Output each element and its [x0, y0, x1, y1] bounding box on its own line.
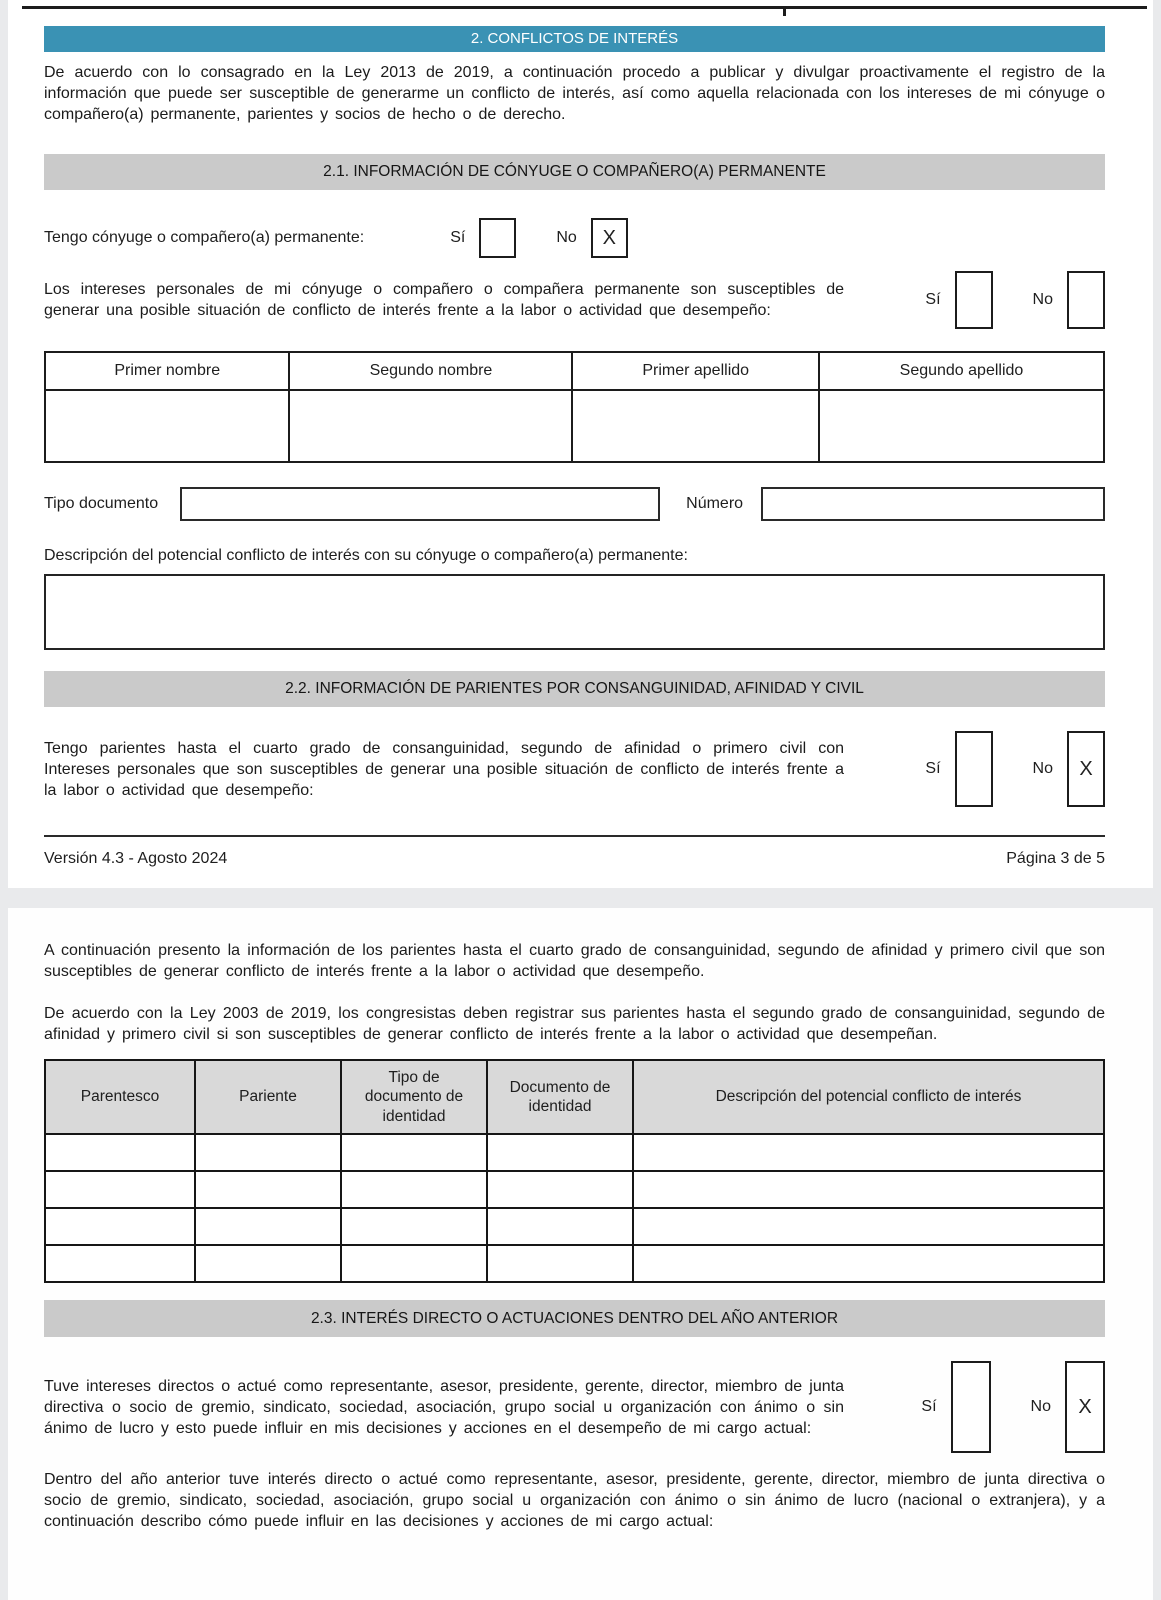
direct-interest-no-checkbox[interactable]: X	[1065, 1361, 1105, 1453]
question-spouse-interests-row	[44, 271, 1105, 329]
section-21-title: 2.1. INFORMACIÓN DE CÓNYUGE O COMPAÑERO(A) PERMANENTE	[323, 163, 826, 180]
question-spouse-row	[44, 217, 1105, 259]
column-header-segundo-nombre: Segundo nombre	[289, 352, 572, 390]
cutoff-box-bottom-border	[22, 6, 1147, 9]
documento-cell[interactable]	[487, 1171, 633, 1208]
question-relatives-row	[44, 731, 1105, 807]
question-direct-interest-label: Tuve intereses directos o actué como representante, asesor, presidente, gerente, director, miembro de junta directiva o socio de gremio, sindicato, sociedad, asociación, grupo social u organización con ánimo o sin ánimo de lucro y esto puede influir en mis decisiones y acciones en el desempeño de mi cargo actual:	[44, 1377, 844, 1437]
pariente-cell[interactable]	[195, 1134, 341, 1171]
tipo-documento-cell[interactable]	[341, 1171, 487, 1208]
spouse-name-table-header-row	[45, 352, 1104, 390]
parentesco-cell[interactable]	[45, 1134, 195, 1171]
number-label: Número	[686, 495, 744, 512]
relatives-table-row	[45, 1208, 1104, 1245]
segundo-apellido-cell[interactable]	[819, 390, 1104, 462]
section-2-intro-paragraph: De acuerdo con lo consagrado en la Ley 2013 de 2019, a continuación procedo a publicar y divulgar proactivamente el registro de la información que puede ser susceptible de generarme un conflicto de interés, así como aquella relacionada con los intereses de mi cónyuge o compañero(a) permanente, parientes y socios de hecho o de derecho.	[44, 64, 1105, 123]
spouse-name-table-row	[45, 390, 1104, 462]
column-header-descripcion-conflicto: Descripción del potencial conflicto de interés	[633, 1060, 1104, 1134]
direct-interest-yesno-group	[921, 1361, 1105, 1453]
tipo-documento-cell[interactable]	[341, 1245, 487, 1282]
no-label: No	[1032, 760, 1053, 777]
spouse-interests-yesno-group	[925, 271, 1105, 329]
yes-label: Sí	[921, 1398, 937, 1415]
question-spouse-label: Tengo cónyuge o compañero(a) permanente:	[44, 229, 365, 246]
section-23-header	[44, 1300, 1105, 1337]
yes-label: Sí	[925, 760, 941, 777]
descripcion-cell[interactable]	[633, 1208, 1104, 1245]
spouse-interests-no-checkbox[interactable]	[1067, 271, 1105, 329]
documento-cell[interactable]	[487, 1245, 633, 1282]
relatives-intro-paragraph: A continuación presento la información de los parientes hasta el cuarto grado de consanguinidad, segundo de afinidad y primero civil que son susceptibles de generar conflicto de interés frente a la labor o actividad que desempeño.	[44, 942, 1105, 980]
relatives-table-row	[45, 1171, 1104, 1208]
section-22-title: 2.2. INFORMACIÓN DE PARIENTES POR CONSANGUINIDAD, AFINIDAD Y CIVIL	[285, 680, 864, 697]
column-header-documento: Documento de identidad	[487, 1060, 633, 1134]
congresistas-law-paragraph: De acuerdo con la Ley 2003 de 2019, los congresistas deben registrar sus parientes hasta el segundo grado de consanguinidad, segundo de afinidad y primero civil si son susceptibles de generar conflicto de interés frente a la labor o actividad que desempeñan.	[44, 1005, 1105, 1043]
parentesco-cell[interactable]	[45, 1171, 195, 1208]
column-header-tipo-documento: Tipo de documento de identidad	[341, 1060, 487, 1134]
version-label: Versión 4.3 - Agosto 2024	[44, 850, 228, 867]
section-2-title: 2. CONFLICTOS DE INTERÉS	[470, 30, 679, 47]
question-relatives-label: Tengo parientes hasta el cuarto grado de consanguinidad, segundo de afinidad o primero civil con Intereses personales que son susceptibles de generar una posible situación de conflicto de interés frente a la labor o actividad que desempeño:	[44, 739, 844, 799]
section-22-header	[44, 671, 1105, 707]
no-label: No	[556, 229, 577, 246]
primer-nombre-cell[interactable]	[45, 390, 289, 462]
column-header-primer-nombre: Primer nombre	[45, 352, 289, 390]
pariente-cell[interactable]	[195, 1171, 341, 1208]
segundo-nombre-cell[interactable]	[289, 390, 572, 462]
tipo-documento-cell[interactable]	[341, 1134, 487, 1171]
pariente-cell[interactable]	[195, 1245, 341, 1282]
yes-label: Sí	[925, 291, 941, 308]
tipo-documento-cell[interactable]	[341, 1208, 487, 1245]
question-direct-interest-row	[44, 1361, 1105, 1453]
parentesco-cell[interactable]	[45, 1208, 195, 1245]
descripcion-cell[interactable]	[633, 1171, 1104, 1208]
section-2-header	[44, 26, 1105, 52]
relatives-table-row	[45, 1134, 1104, 1171]
spouse-conflict-description-field[interactable]	[44, 574, 1105, 650]
relatives-no-checkbox[interactable]: X	[1067, 731, 1105, 807]
no-label: No	[1032, 291, 1053, 308]
pariente-cell[interactable]	[195, 1208, 341, 1245]
parentesco-cell[interactable]	[45, 1245, 195, 1282]
number-field[interactable]	[761, 487, 1105, 521]
spouse-no-checkbox[interactable]: X	[591, 218, 628, 258]
spouse-yes-checkbox[interactable]	[479, 218, 516, 258]
primer-apellido-cell[interactable]	[572, 390, 819, 462]
doc-type-label: Tipo documento	[44, 495, 159, 512]
relatives-yes-checkbox[interactable]	[955, 731, 993, 807]
cutoff-box-border-stub	[783, 6, 786, 16]
direct-interest-yes-checkbox[interactable]	[951, 1361, 991, 1453]
page-footer	[44, 835, 1105, 868]
column-header-segundo-apellido: Segundo apellido	[819, 352, 1104, 390]
column-header-primer-apellido: Primer apellido	[572, 352, 819, 390]
question-spouse-interests-label: Los intereses personales de mi cónyuge o compañero o compañera permanente son susceptibles de generar una posible situación de conflicto de interés frente a la labor o actividad que desempeño:	[44, 281, 844, 319]
document-type-row	[44, 487, 1105, 521]
section-23-title: 2.3. INTERÉS DIRECTO O ACTUACIONES DENTRO DEL AÑO ANTERIOR	[310, 1310, 839, 1327]
descripcion-cell[interactable]	[633, 1245, 1104, 1282]
doc-type-field[interactable]	[180, 487, 660, 521]
section-21-header	[44, 154, 1105, 190]
relatives-table	[44, 1059, 1105, 1283]
no-label: No	[1030, 1398, 1051, 1415]
descripcion-cell[interactable]	[633, 1134, 1104, 1171]
relatives-table-row	[45, 1245, 1104, 1282]
column-header-parentesco: Parentesco	[45, 1060, 195, 1134]
relatives-yesno-group	[925, 731, 1105, 807]
spouse-interests-yes-checkbox[interactable]	[955, 271, 993, 329]
page-number-label: Página 3 de 5	[1006, 850, 1105, 867]
direct-interest-closing-paragraph: Dentro del año anterior tuve interés directo o actué como representante, asesor, presidente, gerente, director, miembro de junta directiva o socio de gremio, sindicato, sociedad, asociación, grupo social u organización con ánimo o sin ánimo de lucro (nacional o extranjera), y a continuación describo cómo puede influir en las decisiones y acciones de mi cargo actual:	[44, 1471, 1105, 1530]
column-header-pariente: Pariente	[195, 1060, 341, 1134]
document-page-3	[8, 0, 1153, 888]
documento-cell[interactable]	[487, 1134, 633, 1171]
spouse-name-table	[44, 351, 1105, 463]
relatives-table-header-row	[45, 1060, 1104, 1134]
document-page-4	[8, 908, 1153, 1600]
spouse-conflict-description-label: Descripción del potencial conflicto de interés con su cónyuge o compañero(a) permanente:	[44, 547, 688, 564]
documento-cell[interactable]	[487, 1208, 633, 1245]
yes-label: Sí	[450, 229, 466, 246]
